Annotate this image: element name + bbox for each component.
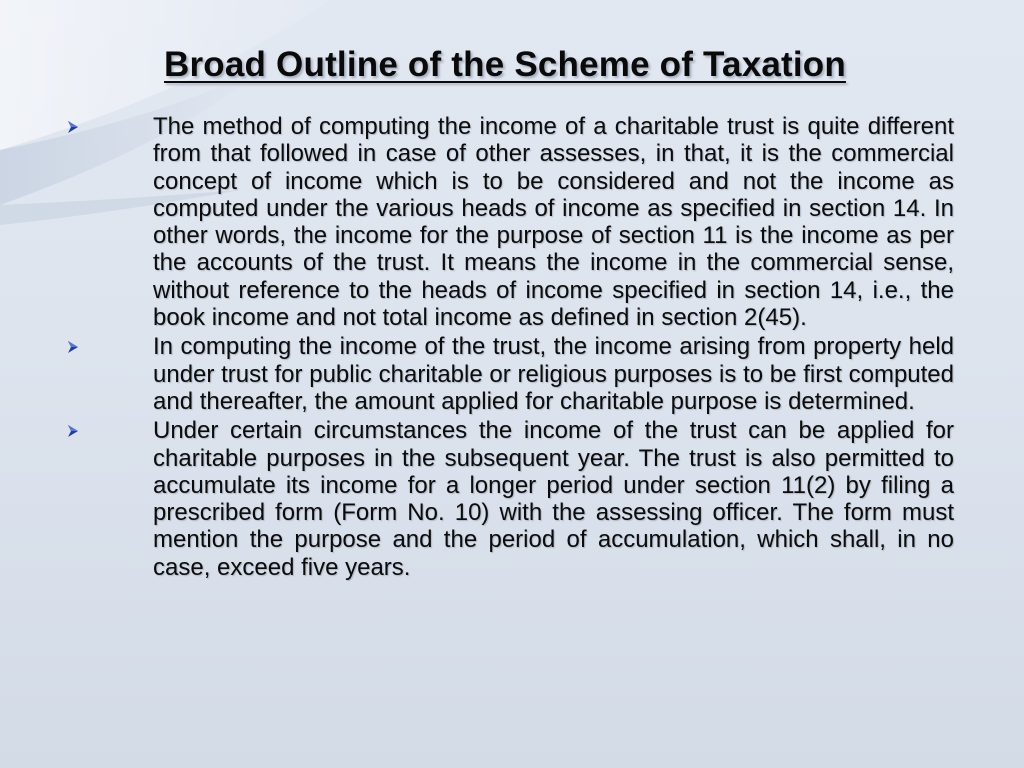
- bullet-list: [60, 113, 954, 583]
- arrow-bullet-icon: [66, 340, 80, 354]
- bullet-item: [60, 417, 954, 581]
- bullet-item: [60, 113, 954, 331]
- bullet-item: [60, 333, 954, 415]
- bullet-text: Under certain circumstances the income of the trust can be applied for charitable purposes in the subsequent year. The trust is also permitted to accumulate its income for a longer period under section 11(2) by filing a prescribed form (Form No. 10) with the assessing officer. The form must mention the purpose and the period of accumulation, which shall, in no case, exceed five years.: [153, 417, 954, 581]
- slide-title: Broad Outline of the Scheme of Taxation: [164, 45, 846, 84]
- arrow-bullet-icon: [66, 424, 80, 438]
- arrow-bullet-icon: [66, 120, 80, 134]
- bullet-text: The method of computing the income of a charitable trust is quite different from that followed in case of other assesses, in that, it is the commercial concept of income which is to be considered and not the income as computed under the various heads of income as specified in section 14. In other words, the income for the purpose of section 11 is the income as per the accounts of the trust. It means the income in the commercial sense, without reference to the heads of income specified in section 14, i.e., the book income and not total income as defined in section 2(45).: [153, 113, 954, 332]
- bullet-text: In computing the income of the trust, the income arising from property held under trust for public charitable or religious purposes is to be first computed and thereafter, the amount applied for charitable purpose is determined.: [153, 333, 954, 415]
